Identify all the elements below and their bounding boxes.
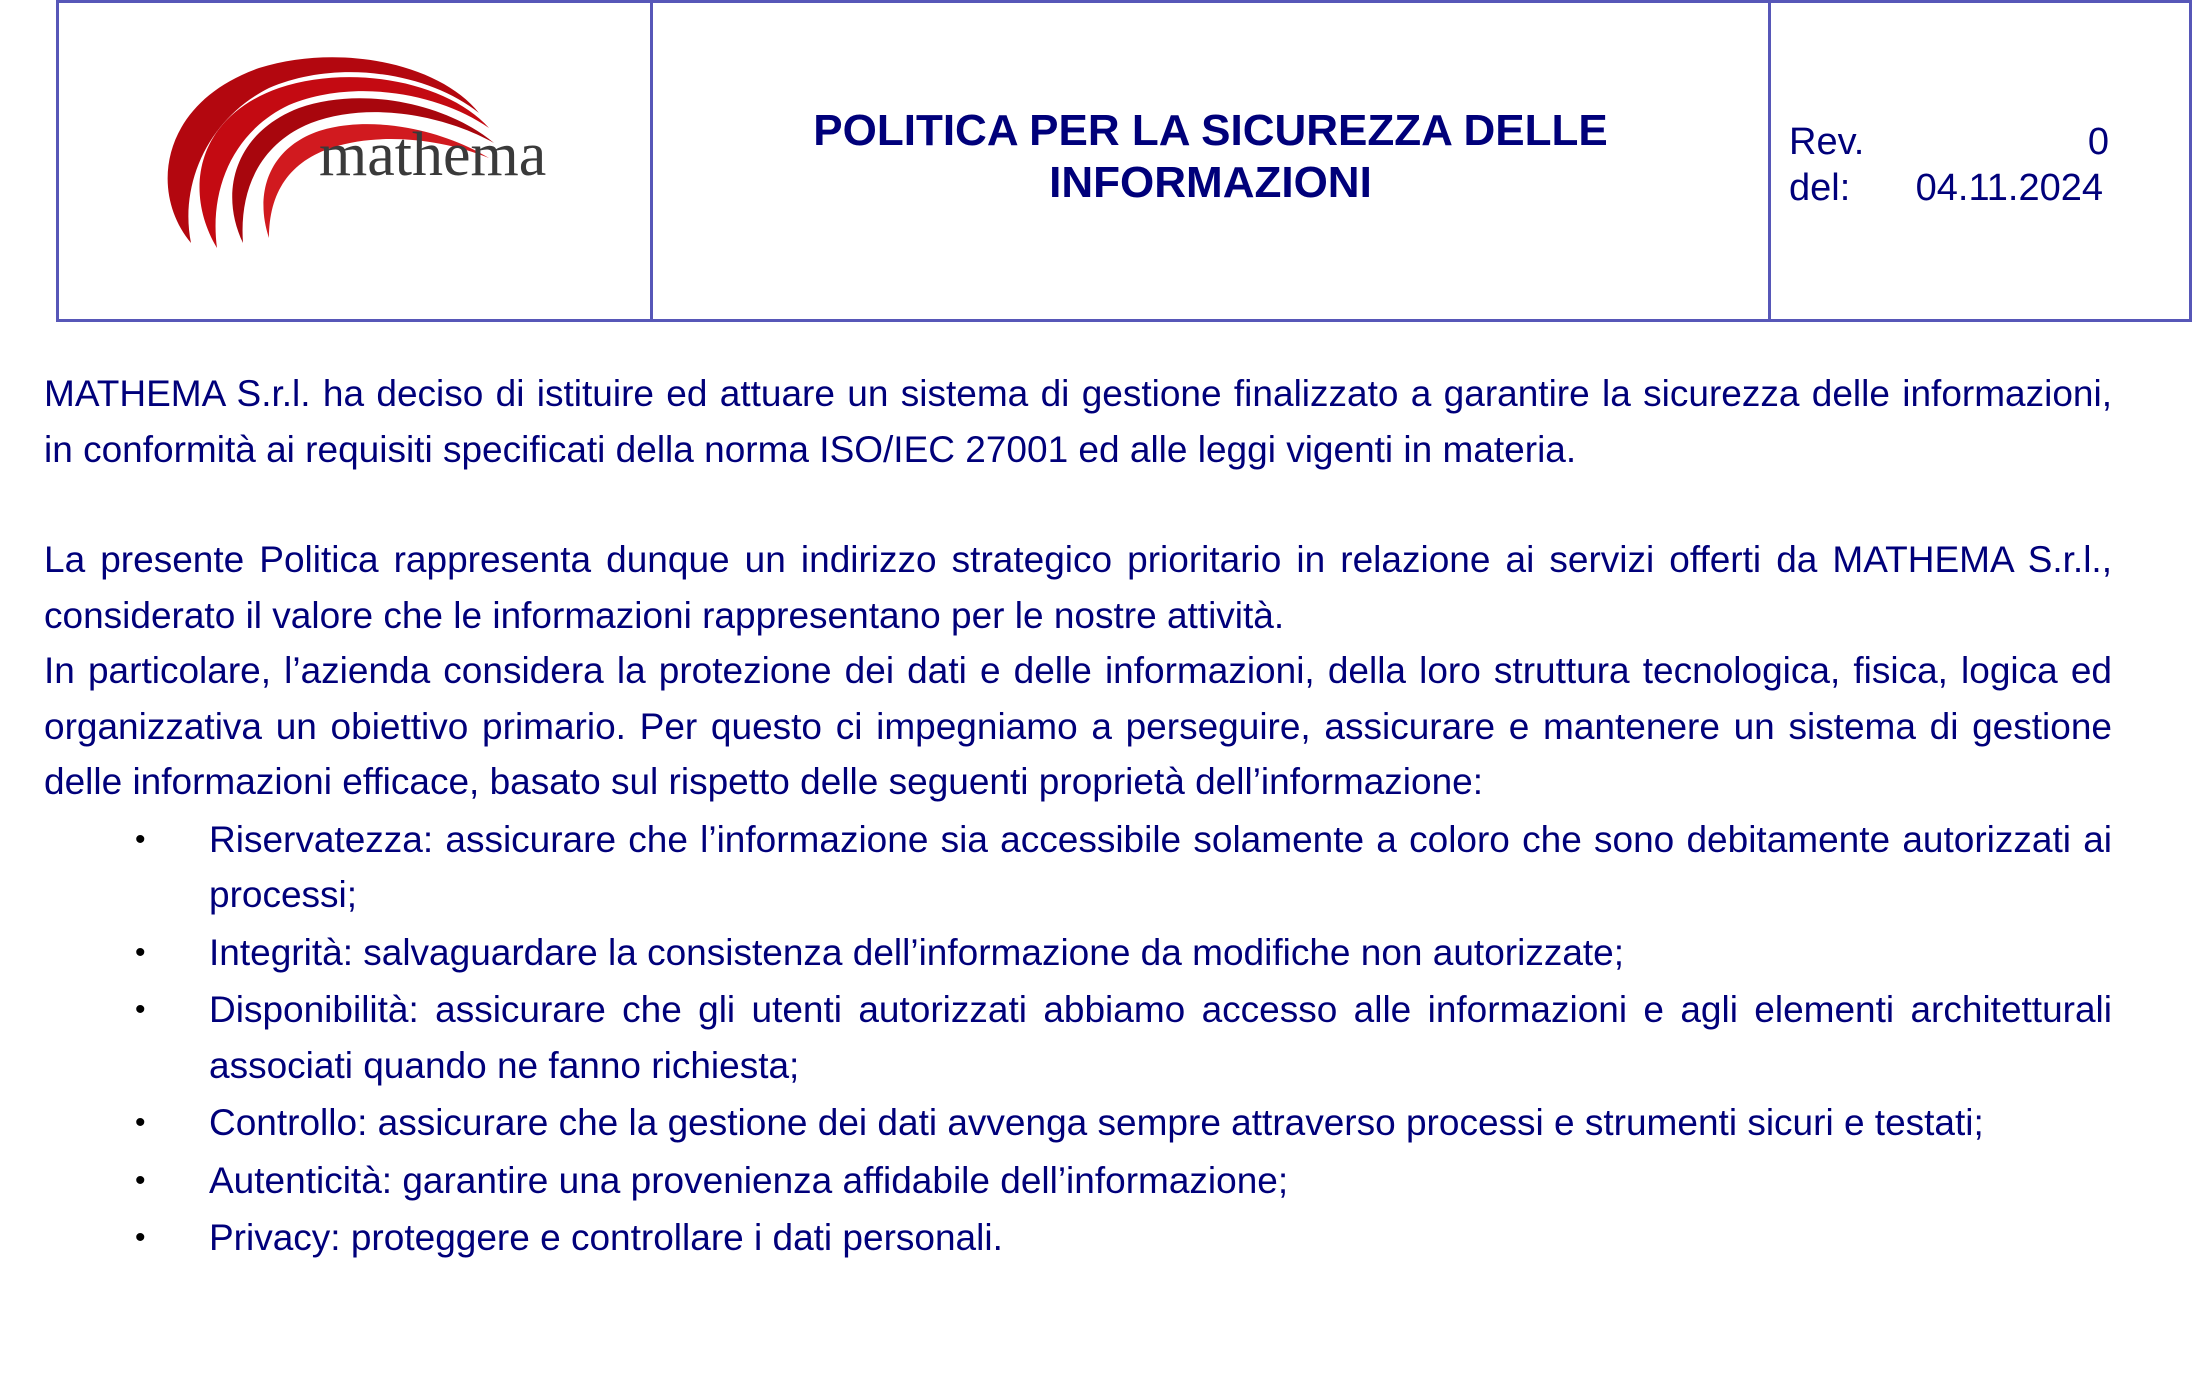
bullet-icon: • (135, 935, 146, 969)
revision-value: 0 (2087, 121, 2109, 163)
revision-cell (1771, 3, 2189, 319)
list-item-text: Autenticità: garantire una provenienza affidabile dell’informazione; (209, 1159, 1289, 1201)
document-header (56, 0, 2192, 322)
date-label: del: (1789, 167, 1851, 209)
list-item (44, 1153, 2112, 1209)
list-item (44, 1210, 2112, 1266)
title-line-2: INFORMAZIONI (1049, 158, 1372, 207)
title-line-1: POLITICA PER LA SICUREZZA DELLE (813, 106, 1608, 155)
revision-label: Rev. (1789, 121, 1865, 163)
list-item-text: Privacy: proteggere e controllare i dati personali. (209, 1217, 1003, 1258)
bullet-icon: • (135, 1221, 146, 1254)
list-item (44, 982, 2112, 1093)
date-row (1789, 165, 2109, 211)
paragraph-protection: In particolare, l’azienda considera la protezione dei dati e delle informazioni, della loro struttura tecnologica, fisica, logica ed organizzativa un obiettivo primario. Per questo ci impegniamo a perseguire, assicurare e mantenere un sistema di gestione delle informazioni efficace, basato sul rispetto delle seguenti proprietà dell’informazione: (44, 650, 2112, 802)
paragraph-strategy: La presente Politica rappresenta dunque un indirizzo strategico prioritario in relazione ai servizi offerti da MATHEMA S.r.l., considerato il valore che le informazioni rappresentano per le nostre attività. (44, 539, 2112, 636)
list-item (44, 1095, 2112, 1151)
bullet-icon: • (135, 1106, 146, 1139)
logo-wordmark: mathema (319, 121, 547, 189)
mathema-logo (139, 43, 619, 263)
list-item-text: Controllo: assicurare che la gestione dei dati avvenga sempre attraverso processi e strumenti sicuri e testati; (209, 1102, 1984, 1143)
list-item-text: Riservatezza: assicurare che l’informazione sia accessibile solamente a coloro che sono debitamente autorizzati ai processi; (209, 818, 2112, 915)
revision-row (1789, 119, 2109, 165)
date-value: 04.11.2024 (1915, 167, 2103, 209)
bullet-icon: • (135, 993, 146, 1026)
paragraph-spacer (44, 477, 2112, 532)
list-item (44, 812, 2112, 923)
properties-list (44, 812, 2112, 1266)
page-title (813, 105, 1607, 209)
paragraph-intro: MATHEMA S.r.l. ha deciso di istituire ed attuare un sistema di gestione finalizzato a garantire la sicurezza delle informazioni, in conformità ai requisiti specificati della norma ISO/IEC 27001 ed alle leggi vigenti in materia. (44, 373, 2112, 470)
title-cell (653, 3, 1771, 319)
logo-cell (59, 3, 653, 319)
bullet-icon: • (135, 1163, 146, 1197)
list-item-text: Integrità: salvaguardare la consistenza dell’informazione da modifiche non autorizzate; (209, 931, 1625, 973)
document-body (44, 366, 2112, 1267)
list-item-text: Disponibilità: assicurare che gli utenti autorizzati abbiamo accesso alle informazioni e agli elementi architetturali associati quando ne fanno richiesta; (209, 989, 2112, 1086)
bullet-icon: • (135, 822, 146, 856)
list-item (44, 925, 2112, 981)
